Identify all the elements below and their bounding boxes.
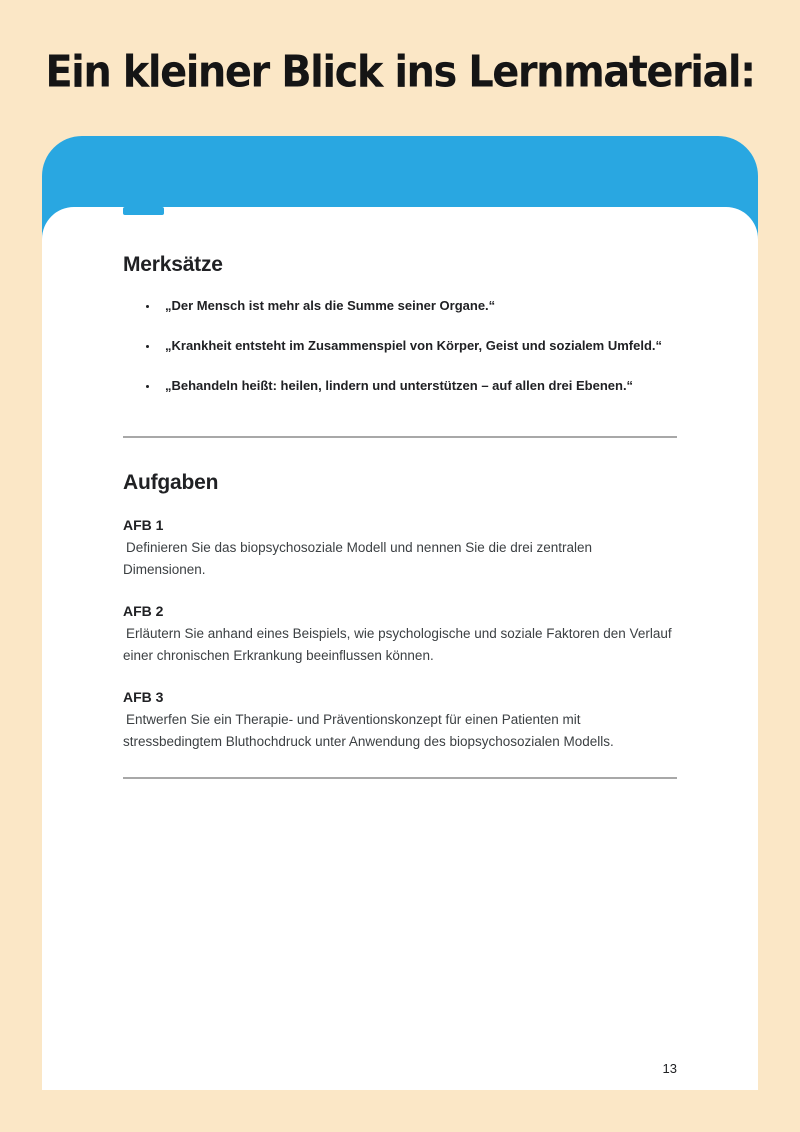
material-card: [42, 136, 758, 1076]
task-text: Entwerfen Sie ein Therapie- und Präventionskonzept für einen Patienten mit stressbedingtem Bluthochdruck unter Anwendung des biopsychosozialen Modells.: [123, 712, 614, 749]
list-item: • „Behandeln heißt: heilen, lindern und unterstützen – auf allen drei Ebenen.“: [159, 377, 677, 394]
task-label: AFB 2: [123, 603, 164, 619]
page-number: 13: [662, 1061, 677, 1076]
task-label: AFB 3: [123, 689, 164, 705]
aufgaben-heading: Aufgaben: [123, 471, 219, 494]
task-text: Erläutern Sie anhand eines Beispiels, wie psychologische und soziale Faktoren den Verlauf einer chronischen Erkrankung beeinflussen können.: [123, 626, 672, 663]
material-card-body: [42, 207, 758, 1090]
list-item: • „Der Mensch ist mehr als die Summe seiner Organe.“: [159, 297, 677, 314]
task-afb-1: [123, 517, 677, 581]
divider: [123, 436, 677, 438]
task-afb-3: [123, 689, 677, 753]
merksaetze-list: [123, 297, 677, 394]
merksaetze-heading: Merksätze: [123, 253, 223, 276]
list-item: • „Krankheit entsteht im Zusammenspiel von Körper, Geist und sozialem Umfeld.“: [159, 337, 677, 354]
page-title: Ein kleiner Blick ins Lernmaterial:: [45, 47, 755, 98]
task-label: AFB 1: [123, 517, 164, 533]
task-afb-2: [123, 603, 677, 667]
accent-dash: [123, 207, 164, 215]
divider: [123, 777, 677, 779]
task-text: Definieren Sie das biopsychosoziale Modell und nennen Sie die drei zentralen Dimensionen.: [123, 540, 593, 577]
